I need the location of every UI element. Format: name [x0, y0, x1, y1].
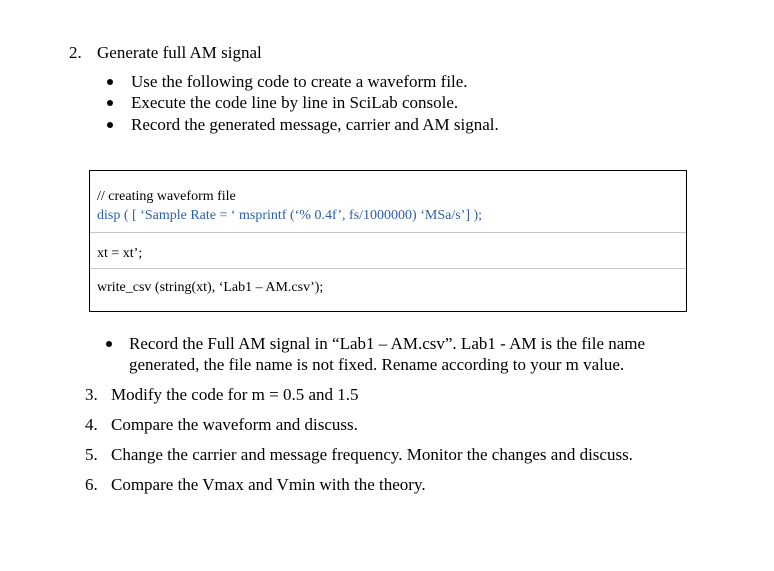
step-text: Compare the Vmax and Vmin with the theory.	[111, 475, 426, 494]
record-text-line2: generated, the file name is not fixed. Rename according to your m value.	[129, 355, 625, 374]
step-number: 5.	[85, 445, 98, 464]
bullet-dot	[107, 100, 113, 106]
step-number: 6.	[85, 475, 98, 494]
bullet-dot	[107, 79, 113, 85]
code-disp-line: disp ( [ ‘Sample Rate = ‘ msprintf (‘% 0.4f’, fs/1000000) ‘MSa/s’] );	[97, 208, 483, 223]
bullet-text: Use the following code to create a waveform file.	[131, 72, 468, 91]
code-box	[89, 170, 687, 312]
code-xt-line: xt = xt’;	[97, 246, 143, 261]
bullet-dot	[107, 122, 113, 128]
bullet-text: Execute the code line by line in SciLab console.	[131, 93, 459, 112]
bullet-dot	[106, 341, 112, 347]
code-comment: // creating waveform file	[97, 189, 236, 204]
step-text: Compare the waveform and discuss.	[111, 415, 358, 434]
record-text-line1: Record the Full AM signal in “Lab1 – AM.csv”. Lab1 - AM is the file name	[129, 334, 646, 353]
section-number: 2.	[69, 43, 82, 62]
code-separator	[90, 232, 686, 233]
bullet-text: Record the generated message, carrier and AM signal.	[131, 115, 499, 134]
code-separator	[90, 268, 686, 269]
step-text: Change the carrier and message frequency. Monitor the changes and discuss.	[111, 445, 633, 464]
step-number: 4.	[85, 415, 98, 434]
step-text: Modify the code for m = 0.5 and 1.5	[111, 385, 359, 404]
code-write-line: write_csv (string(xt), ‘Lab1 – AM.csv’);	[97, 280, 324, 295]
step-number: 3.	[85, 385, 98, 404]
section-title: Generate full AM signal	[97, 43, 262, 62]
